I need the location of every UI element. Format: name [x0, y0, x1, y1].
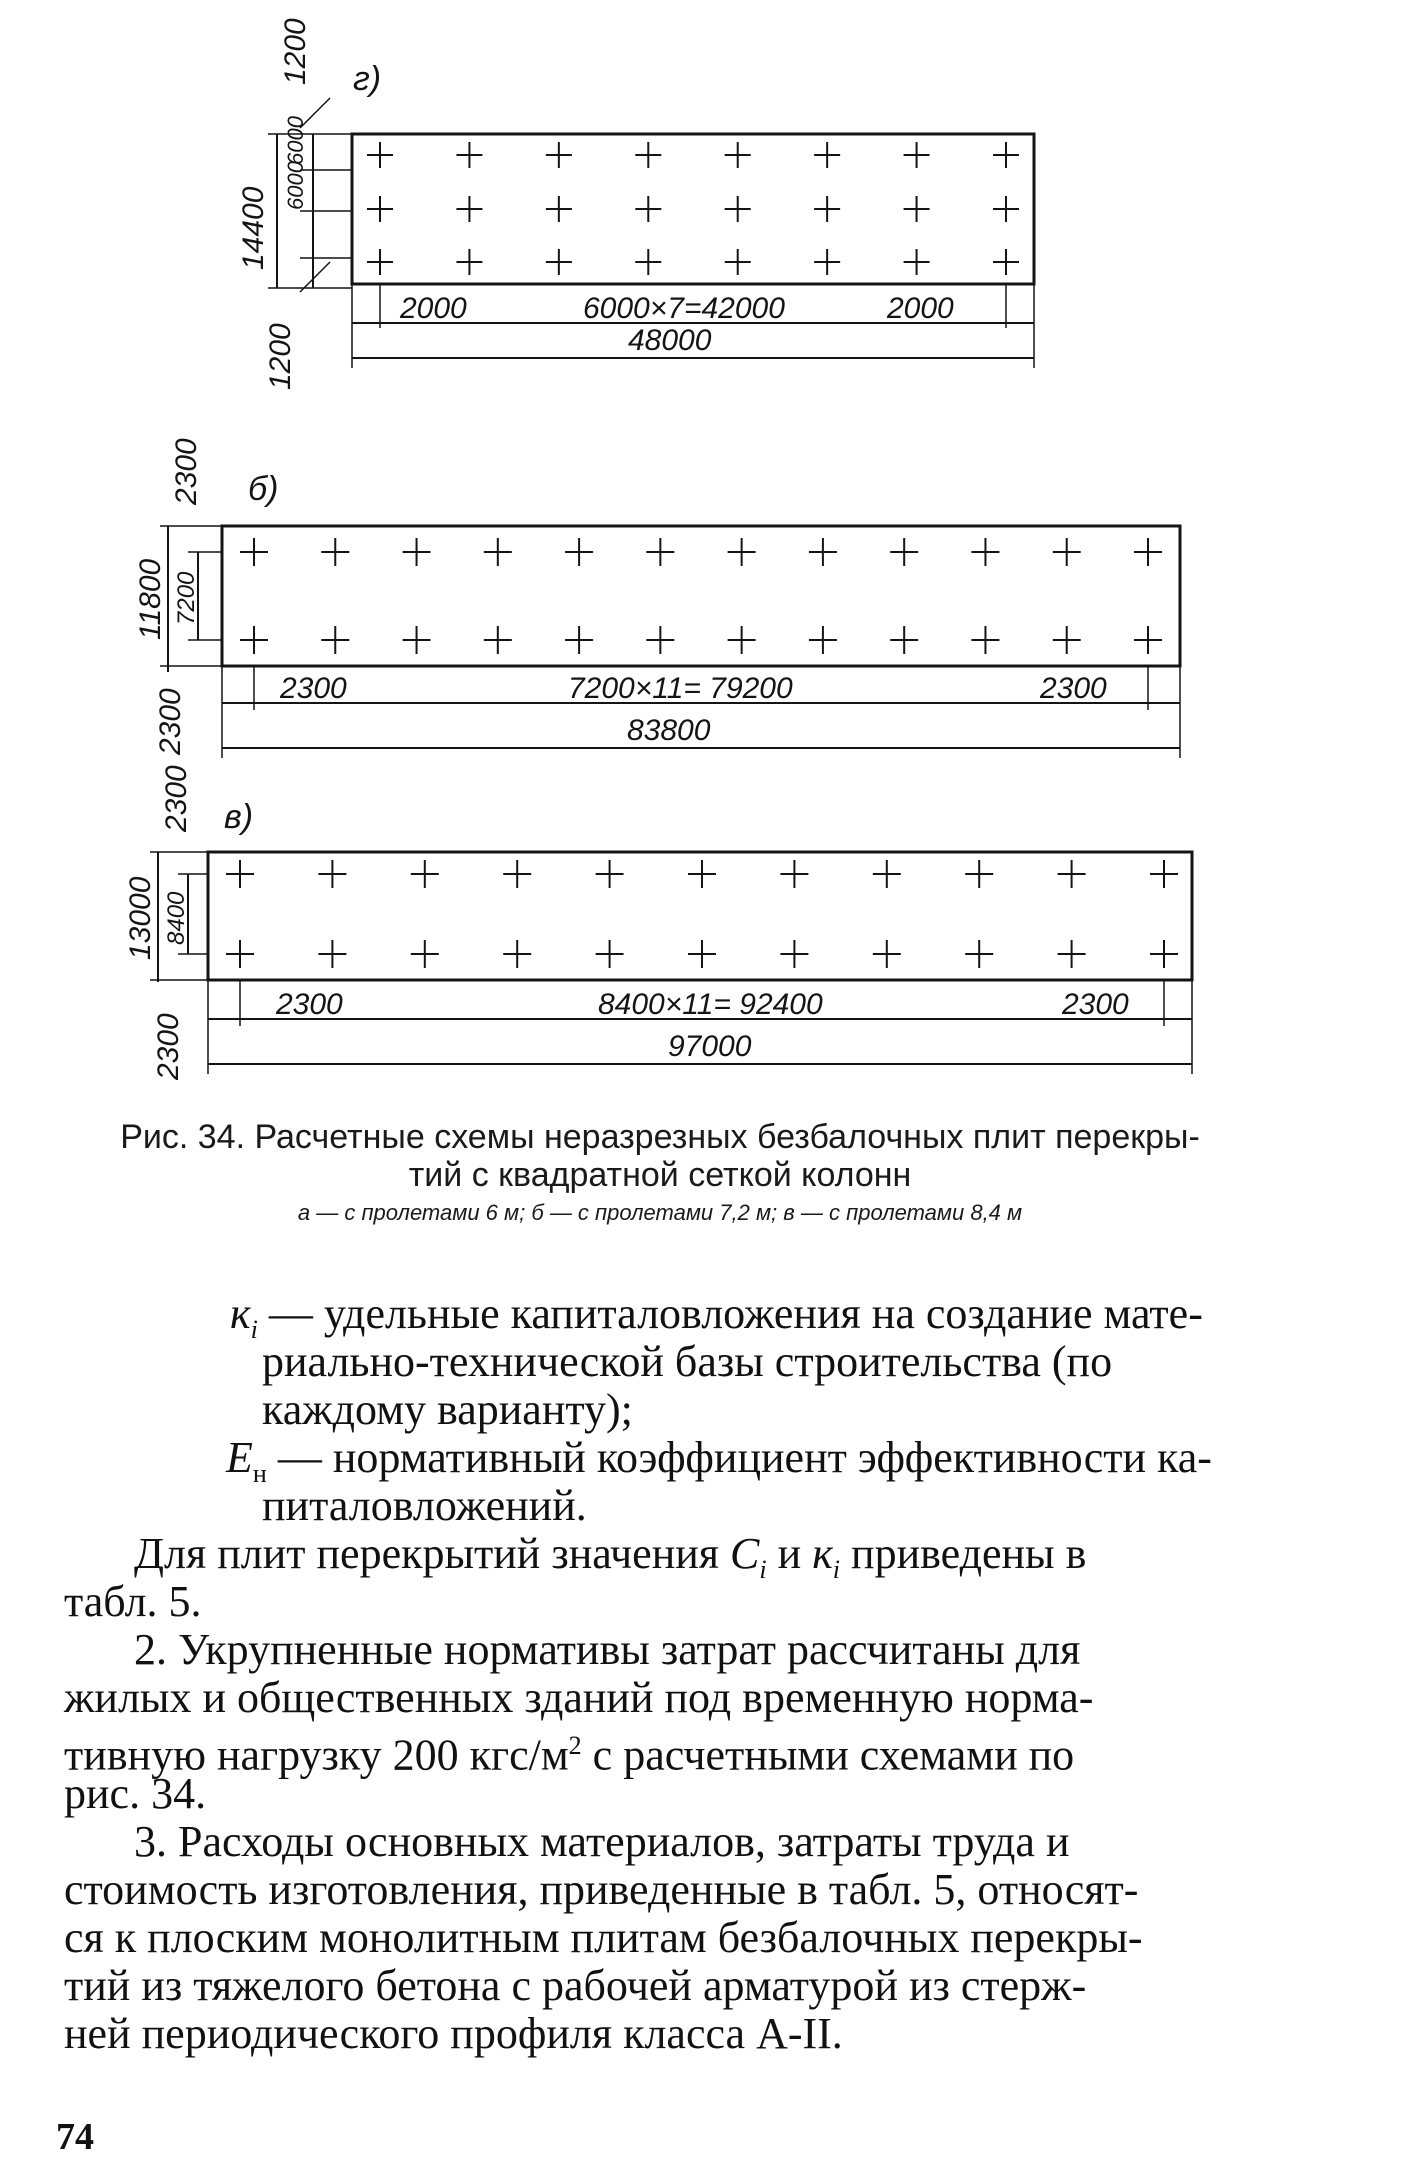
para2-line-3-b: с расчетными схемами по [581, 1730, 1075, 1780]
column-marker [688, 940, 716, 968]
panel-b-dim-row: 7200 [173, 571, 200, 625]
paragraph-3-line-2: стоимость изготовления, приведенные в табл. 5, относят- [64, 1865, 1139, 1914]
column-marker [993, 196, 1019, 222]
panel-c-label: в) [224, 798, 254, 836]
column-marker [965, 860, 993, 888]
column-marker [1058, 940, 1086, 968]
column-marker [904, 142, 930, 168]
panel-c [124, 765, 1192, 1081]
caption-title-line-1: Рис. 34. Расчетные схемы неразрезных безбалочных плит перекры- [120, 1118, 1200, 1156]
panel-b-dim-height: 11800 [134, 558, 167, 640]
panel-c-column-grid [226, 860, 1178, 968]
column-marker [809, 538, 837, 566]
definition-k-line-2: риально-технической базы строительства (по [262, 1337, 1113, 1386]
superscript-2: 2 [568, 1731, 582, 1760]
column-marker [780, 940, 808, 968]
page-number: 74 [56, 2116, 94, 2158]
column-marker [1053, 626, 1081, 654]
definition-e-line-2: питаловложений. [262, 1481, 587, 1530]
caption-title-line-2: тий с квадратной сеткой колонн [408, 1156, 912, 1194]
panel-a [237, 18, 1034, 390]
column-marker [1134, 538, 1162, 566]
panel-c-dim-bottom: 2300 [152, 1013, 185, 1080]
panel-b-dim-middle: 7200×11= 79200 [568, 672, 793, 705]
column-marker [635, 142, 661, 168]
column-marker [725, 196, 751, 222]
paragraph-1-line-2: табл. 5. [64, 1577, 202, 1626]
panel-c-slab [208, 852, 1192, 980]
panel-c-dim-height: 13000 [124, 876, 157, 960]
panel-a-dim-row1: 6000 [283, 161, 308, 210]
panel-a-slab [352, 134, 1034, 284]
column-marker [814, 196, 840, 222]
column-marker [809, 626, 837, 654]
column-marker [546, 142, 572, 168]
para1-text-b: приведены в [840, 1529, 1087, 1578]
column-marker [646, 538, 674, 566]
panel-a-dim-end-right: 2000 [887, 292, 954, 325]
column-marker [240, 538, 268, 566]
para2-line-3-a: тивную нагрузку 200 кгс/м [64, 1730, 569, 1780]
column-marker [596, 940, 624, 968]
column-marker [596, 860, 624, 888]
column-marker [904, 249, 930, 275]
symbol-c-subscript: i [759, 1554, 767, 1584]
column-marker [367, 249, 393, 275]
column-marker [904, 196, 930, 222]
column-marker [971, 626, 999, 654]
column-marker [635, 196, 661, 222]
panel-b-dim-end-left: 2300 [280, 672, 347, 705]
panel-a-dim-total: 48000 [628, 324, 712, 357]
symbol-e-subscript: н [252, 1458, 267, 1488]
paragraph-2-line-3 [64, 1722, 1074, 1780]
paragraph-2-line-4: рис. 34. [64, 1769, 207, 1818]
column-marker [565, 538, 593, 566]
panel-a-dim-row2: 6000 [283, 116, 308, 165]
column-marker [456, 142, 482, 168]
panel-a-dim-end-left: 2000 [400, 292, 467, 325]
column-marker [546, 249, 572, 275]
column-marker [403, 626, 431, 654]
column-marker [318, 860, 346, 888]
panel-b-column-grid [240, 538, 1162, 654]
panel-b [134, 438, 1180, 758]
paragraph-3-line-1: 3. Расходы основных материалов, затраты труда и [134, 1817, 1070, 1866]
para1-and: и [766, 1529, 813, 1578]
panel-b-dim-total: 83800 [627, 714, 711, 747]
column-marker [971, 538, 999, 566]
definition-e-line-1: — нормативный коэффициент эффективности ка- [266, 1433, 1212, 1482]
column-marker [814, 249, 840, 275]
column-marker [503, 860, 531, 888]
panel-c-dim-top: 2300 [160, 765, 193, 832]
column-marker [873, 860, 901, 888]
column-marker [321, 538, 349, 566]
column-marker [411, 860, 439, 888]
panel-a-dim-height: 14400 [237, 186, 270, 270]
symbol-c: C [730, 1529, 760, 1578]
column-marker [403, 538, 431, 566]
symbol-k: к [230, 1289, 251, 1338]
column-marker [1053, 538, 1081, 566]
column-marker [965, 940, 993, 968]
panel-b-dim-bottom: 2300 [154, 688, 187, 755]
symbol-e: Е [226, 1433, 253, 1482]
paragraph-3-line-5: ней периодического профиля класса А-II. [64, 2009, 843, 2058]
paragraph-3-line-3: ся к плоским монолитным плитам безбалочных перекры- [64, 1913, 1143, 1962]
column-marker [728, 538, 756, 566]
panel-a-dim-top: 1200 [279, 18, 312, 85]
symbol-k-inline: к [812, 1529, 833, 1578]
column-marker [367, 142, 393, 168]
column-marker [484, 538, 512, 566]
column-marker [890, 538, 918, 566]
panel-a-label: г) [353, 60, 382, 98]
panel-c-dim-end-right: 2300 [1062, 988, 1129, 1021]
panel-b-slab [222, 526, 1180, 666]
column-marker [993, 142, 1019, 168]
column-marker [1058, 860, 1086, 888]
column-marker [321, 626, 349, 654]
column-marker [484, 626, 512, 654]
column-marker [226, 940, 254, 968]
column-marker [728, 626, 756, 654]
column-marker [1134, 626, 1162, 654]
column-marker [725, 249, 751, 275]
column-marker [367, 196, 393, 222]
column-marker [688, 860, 716, 888]
figure-caption [70, 1118, 1250, 1194]
definition-k-line-3: каждому варианту); [262, 1385, 633, 1434]
caption-legend: а — с пролетами 6 м; б — с пролетами 7,2 м; в — с пролетами 8,4 м [297, 1200, 1023, 1225]
panel-c-dim-total: 97000 [668, 1030, 752, 1063]
column-marker [725, 142, 751, 168]
symbol-k-subscript: i [250, 1314, 258, 1344]
paragraph-1-line-1 [134, 1530, 1086, 1594]
paragraph-2-line-1: 2. Укрупненные нормативы затрат рассчитаны для [134, 1625, 1081, 1674]
column-marker [646, 626, 674, 654]
panel-c-dim-row: 8400 [163, 891, 190, 945]
paragraph-3-line-4: тий из тяжелого бетона с рабочей арматурой из стерж- [64, 1961, 1087, 2010]
column-marker [503, 940, 531, 968]
panel-c-dim-middle: 8400×11= 92400 [598, 988, 823, 1021]
column-marker [814, 142, 840, 168]
column-marker [1150, 860, 1178, 888]
panel-a-dim-middle: 6000×7=42000 [583, 292, 785, 325]
panel-c-dim-end-left: 2300 [276, 988, 343, 1021]
column-marker [456, 196, 482, 222]
para1-text-a: Для плит перекрытий значения [134, 1529, 731, 1578]
column-marker [635, 249, 661, 275]
column-marker [318, 940, 346, 968]
panel-b-label: б) [248, 470, 279, 508]
column-marker [780, 860, 808, 888]
column-marker [456, 249, 482, 275]
column-marker [890, 626, 918, 654]
symbol-k-inline-subscript: i [832, 1554, 841, 1584]
panel-a-column-grid [367, 142, 1019, 275]
column-marker [411, 940, 439, 968]
column-marker [993, 249, 1019, 275]
column-marker [546, 196, 572, 222]
column-marker [565, 626, 593, 654]
column-marker [240, 626, 268, 654]
panel-b-dim-end-right: 2300 [1040, 672, 1107, 705]
panel-b-dim-top: 2300 [170, 438, 203, 505]
column-marker [873, 940, 901, 968]
definition-k-line-1: — удельные капиталовложения на создание мате- [257, 1289, 1203, 1338]
panel-a-dim-bottom: 1200 [264, 323, 297, 390]
column-marker [1150, 940, 1178, 968]
column-marker [226, 860, 254, 888]
paragraph-2-line-2: жилых и общественных зданий под временную норма- [64, 1673, 1094, 1722]
